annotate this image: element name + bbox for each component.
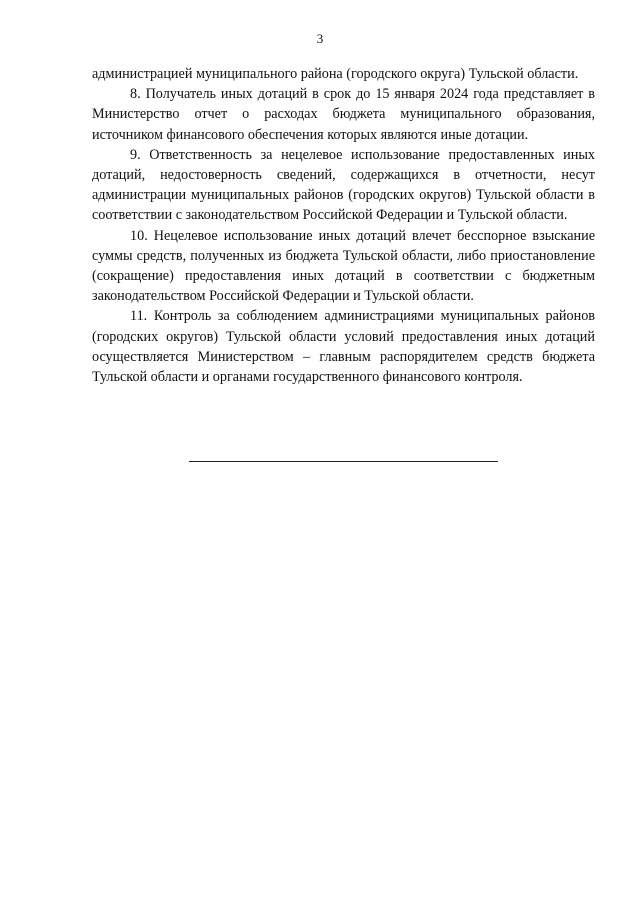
page-number: 3 (316, 31, 324, 46)
paragraph-8: 8. Получатель иных дотаций в срок до 15 января 2024 года представляет в Министерство отчет о расходах бюджета муниципального образования, источником финансового обеспечения которых являются иные дотации. (92, 86, 595, 143)
paragraph-9: 9. Ответственность за нецелевое использование предоставленных иных дотаций, недостоверность сведений, содержащихся в отчетности, несут администрации муниципальных районов (городских округов) Тульской области в соответствии с законодательством Российской Федерации и Тульской области. (92, 146, 595, 224)
paragraph-continuation: администрацией муниципального района (городского округа) Тульской области. (92, 66, 579, 82)
document-body (92, 64, 595, 387)
end-of-document-rule (189, 461, 498, 462)
paragraph-11: 11. Контроль за соблюдением администрациями муниципальных районов (городских округов) Тульской области условий предоставления иных дотаций осуществляется Министерством – главным распорядителем средств бюджета Тульской области и органами государственного финансового контроля. (92, 308, 595, 386)
paragraph-10: 10. Нецелевое использование иных дотаций влечет бесспорное взыскание суммы средств, полученных из бюджета Тульской области, либо приостановление (сокращение) предоставления иных дотаций в соответствии с бюджетным законодательством Российской Федерации и Тульской области. (92, 227, 595, 305)
